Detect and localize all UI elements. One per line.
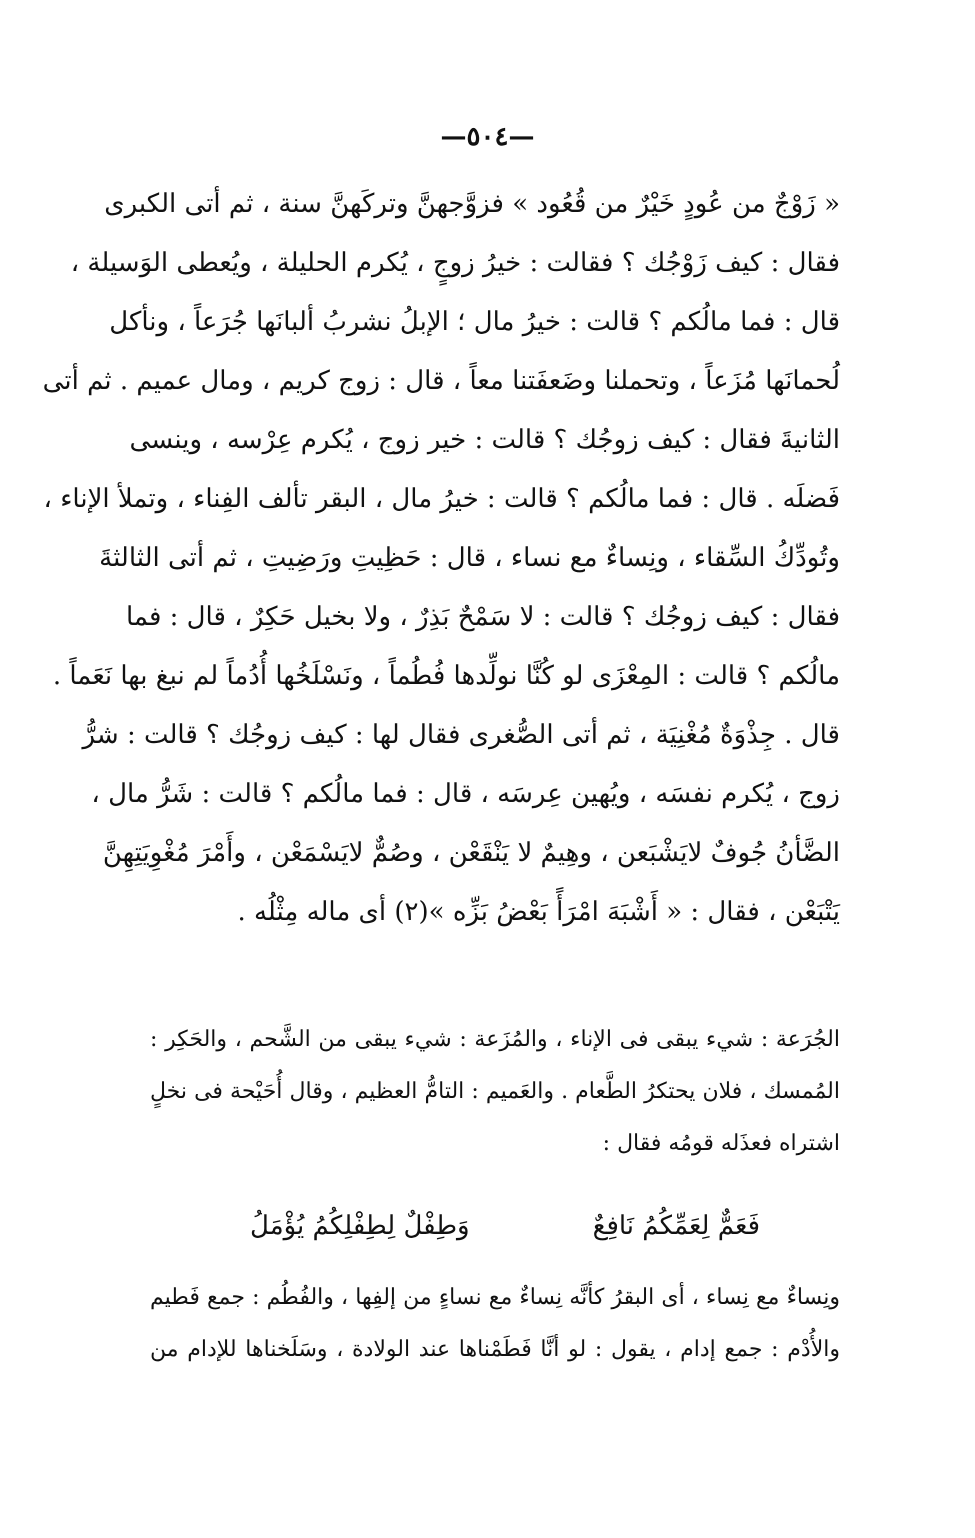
main-text (42, 175, 840, 942)
notes-block-continued (150, 1272, 840, 1376)
text-line: فَضلَه . قال : فما مالُكم ؟ قالت : خيرُ مال ، البقر تألف الفِناء ، وتملأ الإناء ، (43, 484, 840, 514)
text-line: فقال : كيف زوجُك ؟ قالت : لا سَمْحٌ بَذِرٌ ، ولا بخيل حَكِرٌ ، قال : فما (126, 602, 840, 632)
text-line: قال : فما مالُكم ؟ قالت : خيرُ مال ؛ الإبلُ نشربُ ألبانَها جُرَعاً ، ونأكل (109, 307, 840, 337)
text-line: لُحمانَها مُزَعاً ، وتحملنا وضَعفَتنا معاً ، قال : زوج كريم ، ومال عميم . ثم أتى (42, 366, 840, 396)
text-line: يَتْبَعْن ، فقال : « أَشْبَهَ امْرَأً بَعْضُ بَزِّه »(٢) أى ماله مِثْلُه . (237, 897, 840, 927)
poetry-verse (150, 1196, 840, 1256)
verse-second-hemistich: وَطِفْلٌ لِطِفْلِكُمُ يُؤْمَلُ (250, 1211, 470, 1241)
page-number: —٥٠٤— (440, 122, 535, 152)
text-line: قال . جِذْوَةٌ مُغْنِيَة ، ثم أتى الصُّغرى فقال لها : كيف زوجُك ؟ قالت : شرُّ (82, 720, 840, 750)
verse-first-hemistich: فَعَمٌّ لِعَمِّكُمُ نَافِعٌ (592, 1211, 760, 1241)
text-line: مالُكم ؟ قالت : المِعْزَى لو كُنَّا نولِّدها فُطُماً ، ونَسْلَخُها أُدُماً لم نبغ بها نَعَماً . (52, 661, 840, 691)
note-line: الجُرَعة : شيء يبقى فى الإناء ، والمُزَعة : شيء يبقى من الشَّحم ، والحَكِر : (150, 1027, 840, 1052)
text-line: وتُودِّكُ السِّقاء ، ونِساءٌ مع نساء ، قال : حَظِيتِ ورَضِيتِ ، ثم أتى الثالثةَ (99, 543, 840, 573)
text-line: الثانيةَ فقال : كيف زوجُك ؟ قالت : خير زوج ، يُكرم عِرْسه ، وينسى (129, 425, 840, 455)
text-line: زوج ، يُكرم نفسَه ، ويُهين عِرسَه ، قال : فما مالُكم ؟ قالت : شَرُّ مال ، (91, 779, 840, 809)
note-line: والأُدْم : جمع إدام ، يقول : لو أنَّا فَطَمْناها عند الولادة ، وسَلَخناها للإدام من (150, 1337, 840, 1362)
note-line: المُمسك ، فلان يحتكرُ الطَّعام . والعَميم : التامُّ العظيم ، وقال أُحَيْحة فى نخلٍ (150, 1079, 840, 1104)
note-line: ونِساءٌ مع نِساء ، أى البقرُ كأنَّه نِساءٌ مع نساءٍ من إلفِها ، والفُطُم : جمع فَطيم (150, 1285, 840, 1310)
note-line: اشتراه فعذَله قومُه فقال : (602, 1131, 840, 1156)
notes-block (150, 1014, 840, 1170)
text-line: الضَّأنُ جُوفٌ لايَشْبَعن ، وهِيمٌ لا يَنْقَعْن ، وصُمٌّ لايَسْمَعْن ، وأَمْرَ مُغْوِيَتِهِنَّ (102, 838, 840, 868)
text-line: فقال : كيف زَوْجُك ؟ فقالت : خيرُ زوجٍ ، يُكرم الحليلة ، ويُعطى الوَسيلة ، (70, 248, 840, 278)
text-line: « زَوْجٌ من عُودٍ خَيْرٌ من قُعُود » فزوَّجهنَّ وتركَهنَّ سنة ، ثم أتى الكبرى (104, 189, 840, 219)
